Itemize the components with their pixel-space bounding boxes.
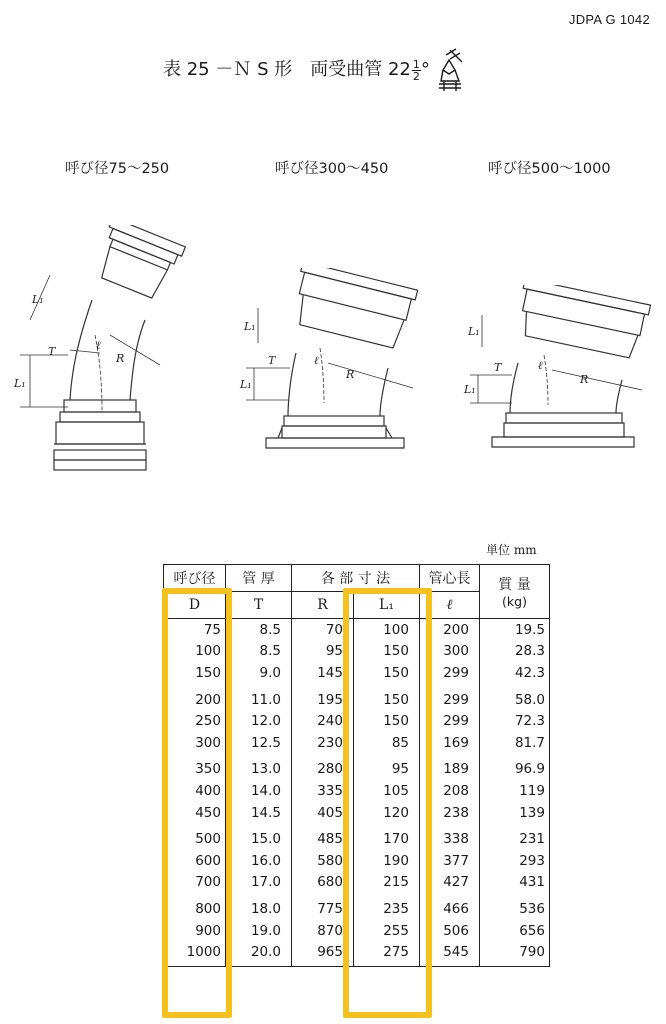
dim-label-T: T (48, 345, 56, 358)
cell-d: 100 (164, 641, 226, 663)
cell-d: 150 (164, 662, 226, 684)
cell-t: 18.0 (226, 893, 292, 920)
drawing-caption-75-250: 呼び径75～250 (65, 161, 170, 177)
cell-mass: 431 (480, 872, 550, 894)
cell-mass: 790 (480, 941, 550, 966)
cell-l1: 100 (354, 619, 420, 641)
dim-label-L1-lower: L₁ (14, 377, 26, 390)
dim-label-ell: ℓ (314, 354, 319, 367)
cell-ell: 545 (420, 941, 480, 966)
cell-t: 20.0 (226, 941, 292, 966)
cell-ell: 299 (420, 710, 480, 732)
cell-d: 300 (164, 732, 226, 754)
cell-r: 775 (292, 893, 354, 920)
dim-label-L1-upper: L₁ (468, 325, 480, 338)
cell-l1: 120 (354, 802, 420, 824)
cell-d: 500 (164, 823, 226, 850)
angle-fraction: $\frac{1}{2}$ (412, 57, 420, 83)
cell-mass: 42.3 (480, 662, 550, 684)
cell-l1: 235 (354, 893, 420, 920)
cell-l1: 105 (354, 780, 420, 802)
cell-mass: 139 (480, 802, 550, 824)
cell-mass: 19.5 (480, 619, 550, 641)
cell-ell: 169 (420, 732, 480, 754)
unit-label: 単位 mm (486, 543, 537, 557)
cell-ell: 208 (420, 780, 480, 802)
title-text: 表 25 －Ｎ S 形 両受曲管 22 (163, 59, 411, 80)
cell-t: 14.0 (226, 780, 292, 802)
pipe-drawing-small (10, 225, 190, 480)
cell-r: 145 (292, 662, 354, 684)
cell-ell: 300 (420, 641, 480, 663)
cell-l1: 150 (354, 684, 420, 711)
cell-mass: 656 (480, 920, 550, 942)
header-center-length: 管心長 (420, 565, 480, 592)
standard-code: JDPA G 1042 (568, 12, 650, 27)
symbol-R: R (292, 592, 354, 619)
dim-label-R: R (346, 368, 355, 381)
cell-l1: 150 (354, 662, 420, 684)
cell-d: 250 (164, 710, 226, 732)
page-title (163, 48, 467, 92)
symbol-L1: L₁ (354, 592, 420, 619)
dim-label-T: T (494, 361, 502, 374)
cell-ell: 338 (420, 823, 480, 850)
cell-r: 680 (292, 872, 354, 894)
cell-r: 230 (292, 732, 354, 754)
highlight-nominal-diameter-column (162, 588, 232, 1018)
cell-mass: 58.0 (480, 684, 550, 711)
pipe-drawing-large (462, 285, 662, 455)
symbol-ell: ℓ (420, 592, 480, 619)
cell-mass: 293 (480, 850, 550, 872)
cell-d: 75 (164, 619, 226, 641)
cell-t: 12.5 (226, 732, 292, 754)
dim-label-R: R (116, 352, 125, 365)
cell-mass: 231 (480, 823, 550, 850)
cell-r: 95 (292, 641, 354, 663)
drawing-caption-300-450: 呼び径300～450 (275, 161, 389, 177)
cell-l1: 150 (354, 641, 420, 663)
cell-l1: 215 (354, 872, 420, 894)
dim-label-ell: ℓ (96, 339, 101, 352)
cell-t: 11.0 (226, 684, 292, 711)
cell-l1: 85 (354, 732, 420, 754)
cell-r: 485 (292, 823, 354, 850)
cell-mass: 96.9 (480, 754, 550, 781)
cell-r: 870 (292, 920, 354, 942)
cell-r: 70 (292, 619, 354, 641)
cell-t: 14.5 (226, 802, 292, 824)
cell-t: 8.5 (226, 641, 292, 663)
header-nominal-diameter: 呼び径 (164, 565, 226, 592)
highlight-L1-column (343, 588, 432, 1018)
header-wall-thickness: 管 厚 (226, 565, 292, 592)
bend-joint-symbol-icon (437, 48, 467, 92)
cell-ell: 299 (420, 684, 480, 711)
cell-t: 12.0 (226, 710, 292, 732)
cell-l1: 170 (354, 823, 420, 850)
cell-t: 13.0 (226, 754, 292, 781)
cell-t: 9.0 (226, 662, 292, 684)
dim-label-T: T (268, 354, 276, 367)
cell-r: 405 (292, 802, 354, 824)
cell-ell: 506 (420, 920, 480, 942)
symbol-T: T (226, 592, 292, 619)
cell-d: 900 (164, 920, 226, 942)
cell-r: 580 (292, 850, 354, 872)
cell-ell: 427 (420, 872, 480, 894)
dim-label-L1-upper: L₁ (32, 293, 44, 306)
cell-ell: 189 (420, 754, 480, 781)
cell-l1: 275 (354, 941, 420, 966)
cell-mass: 28.3 (480, 641, 550, 663)
cell-mass: 119 (480, 780, 550, 802)
dim-label-ell: ℓ (538, 359, 543, 372)
cell-d: 600 (164, 850, 226, 872)
cell-r: 335 (292, 780, 354, 802)
cell-l1: 190 (354, 850, 420, 872)
cell-t: 15.0 (226, 823, 292, 850)
cell-d: 800 (164, 893, 226, 920)
cell-t: 17.0 (226, 872, 292, 894)
cell-t: 19.0 (226, 920, 292, 942)
cell-d: 200 (164, 684, 226, 711)
degree-symbol: ° (420, 59, 430, 80)
symbol-D: D (164, 592, 226, 619)
cell-l1: 255 (354, 920, 420, 942)
cell-r: 280 (292, 754, 354, 781)
cell-r: 965 (292, 941, 354, 966)
cell-t: 16.0 (226, 850, 292, 872)
cell-r: 195 (292, 684, 354, 711)
cell-mass: 81.7 (480, 732, 550, 754)
cell-ell: 466 (420, 893, 480, 920)
cell-t: 8.5 (226, 619, 292, 641)
cell-ell: 200 (420, 619, 480, 641)
header-dimensions: 各 部 寸 法 (292, 565, 420, 592)
cell-d: 350 (164, 754, 226, 781)
drawing-caption-500-1000: 呼び径500～1000 (488, 161, 611, 177)
cell-mass: 536 (480, 893, 550, 920)
cell-d: 1000 (164, 941, 226, 966)
cell-ell: 299 (420, 662, 480, 684)
dim-label-R: R (580, 373, 589, 386)
dim-label-L1-lower: L₁ (464, 383, 476, 396)
cell-ell: 377 (420, 850, 480, 872)
cell-mass: 72.3 (480, 710, 550, 732)
cell-d: 450 (164, 802, 226, 824)
cell-r: 240 (292, 710, 354, 732)
cell-l1: 150 (354, 710, 420, 732)
dim-label-L1-upper: L₁ (244, 320, 256, 333)
cell-l1: 95 (354, 754, 420, 781)
cell-d: 700 (164, 872, 226, 894)
cell-ell: 238 (420, 802, 480, 824)
header-mass: 質 量 (kg) (480, 565, 550, 619)
pipe-drawing-medium (238, 268, 428, 458)
dim-label-L1-lower: L₁ (240, 378, 252, 391)
cell-d: 400 (164, 780, 226, 802)
